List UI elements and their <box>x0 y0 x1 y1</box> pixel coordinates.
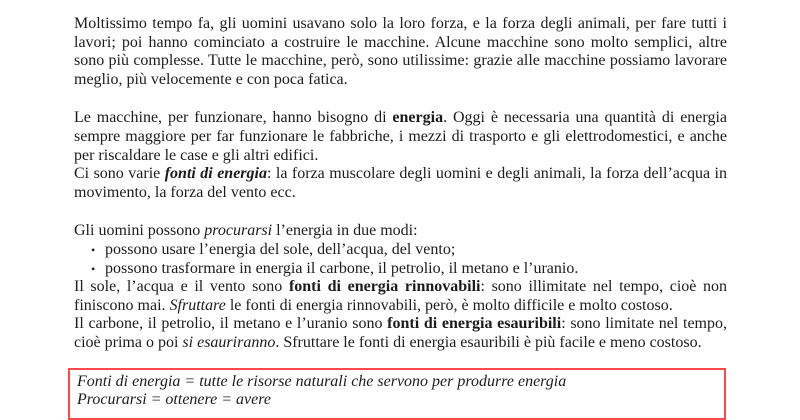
text-run: Gli uomini possono <box>74 222 205 240</box>
text-run-bold-italic-fonti: fonti di energia <box>164 165 267 183</box>
text-run: Ci sono varie <box>74 165 165 183</box>
text-run-italic-procurarsi: procurarsi <box>204 222 273 240</box>
text-run: Le macchine, per funzionare, hanno bisogno di <box>74 109 393 127</box>
bullet-list <box>74 241 727 278</box>
text-run: . Oggi è necessaria una quantità di energia sempre maggiore per far funzionare le fabbriche, i mezzi di trasporto e gli elettrodomestici, e anche per riscaldare le case e gli altri edifici. <box>74 109 727 164</box>
text-run-italic-sfruttare: Sfruttare <box>169 296 226 314</box>
text-run-bold-esauribili: fonti di energia esauribili <box>387 315 562 333</box>
text-run: le fonti di energia rinnovabili, però, è molto difficile e molto costoso. <box>225 296 673 314</box>
definition-box <box>68 368 726 420</box>
paragraph-fonti <box>74 165 727 202</box>
bullet-item-1 <box>74 241 727 260</box>
definition-line-procurarsi: Procurarsi = ottenere = avere <box>77 391 271 409</box>
bullet-item-2 <box>74 260 727 279</box>
bullet-item-text: possono trasformare in energia il carbone, il petrolio, il metano e l’uranio. <box>105 259 579 277</box>
text-run-bold-rinnovabili: fonti di energia rinnovabili <box>288 278 481 296</box>
text-run: Il sole, l’acqua e il vento sono <box>74 278 289 296</box>
text-run: l’energia in due modi: <box>272 222 418 240</box>
paragraph-due-modi <box>74 222 727 241</box>
definition-line-fonti: Fonti di energia = tutte le risorse naturali che servono per produrre energia <box>77 372 567 390</box>
text-run: Il carbone, il petrolio, il metano e l’uranio sono <box>74 315 388 333</box>
text-run: Moltissimo tempo fa, gli uomini usavano solo la loro forza, e la forza degli animali, per fare tutti i lavori; poi hanno cominciato a costruire le macchine. Alcune macchine sono molto semplici, altre sono più complesse. Tutte le macchine, però, sono utilissime: grazie alle macchine possiamo lavorare meglio, più velocemente e con poca fatica. <box>74 15 727 88</box>
paragraph-energia <box>74 109 727 165</box>
bullet-icon: • <box>91 242 96 257</box>
paragraph-rinnovabili <box>74 278 727 315</box>
paragraph-esauribili <box>74 315 727 352</box>
text-run-italic-esauriranno: si esauriranno <box>182 333 276 351</box>
bullet-item-text: possono usare l’energia del sole, dell’acqua, del vento; <box>105 240 456 258</box>
paragraph-intro <box>74 15 727 89</box>
text-run: : la forza muscolare degli uomini e degli animali, la forza dell’acqua in movimento, la forza del vento ecc. <box>74 165 728 201</box>
text-run: : sono limitate nel tempo, cioè prima o poi <box>74 315 727 351</box>
text-run-bold-energia: energia <box>392 109 444 127</box>
text-run: . Sfruttare le fonti di energia esauribili è più facile e meno costoso. <box>275 333 702 351</box>
text-run: : sono illimitate nel tempo, cioè non finiscono mai. <box>74 278 728 314</box>
bullet-icon: • <box>91 261 96 276</box>
